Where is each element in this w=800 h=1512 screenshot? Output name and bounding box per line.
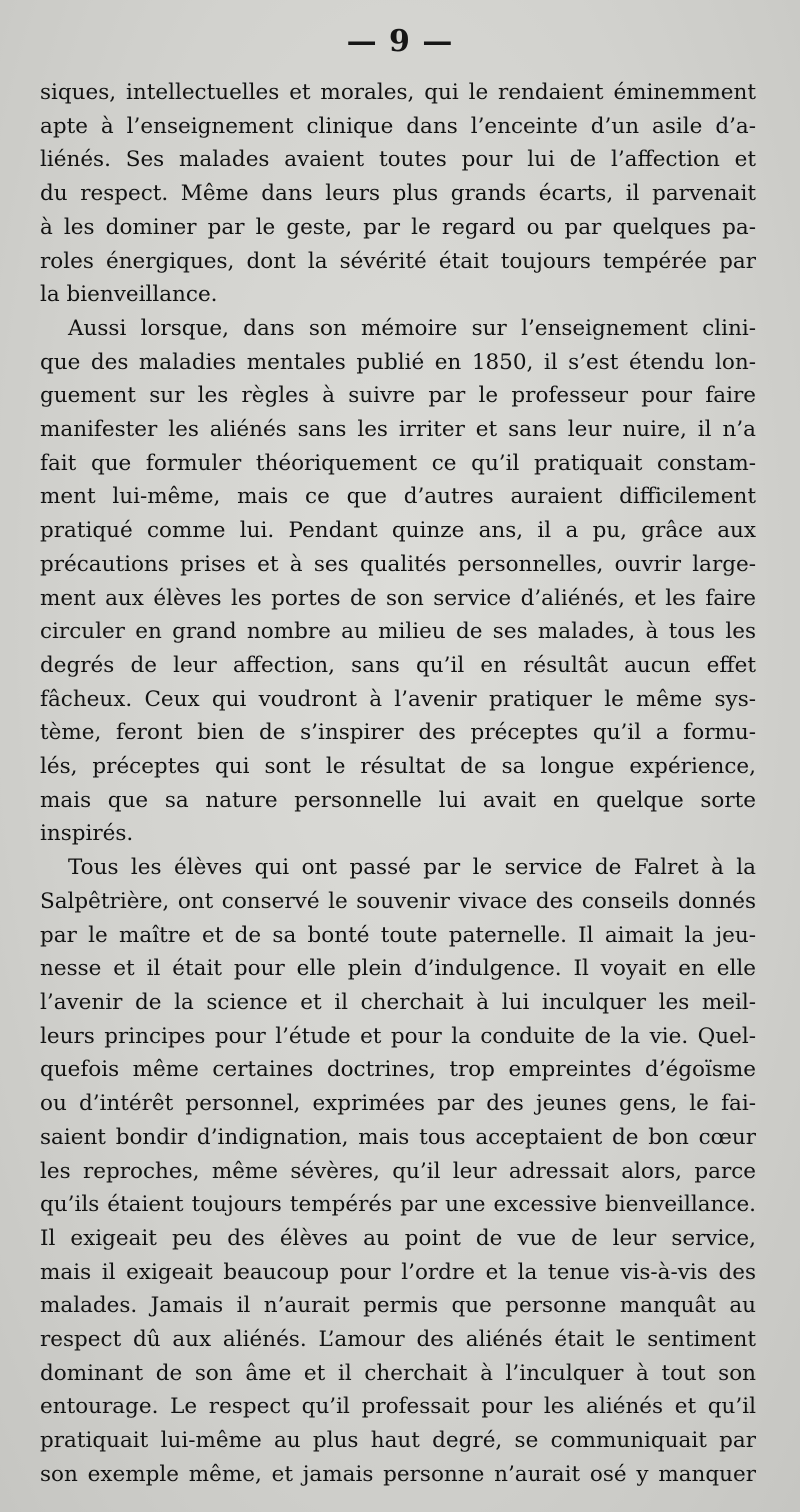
page-number: — 9 — <box>346 24 454 59</box>
text-line: Il exigeait peu des élèves au point de vue de leur service, <box>40 1225 756 1251</box>
text-line: Aussi lorsque, dans son mémoire sur l’enseignement clini- <box>68 315 756 341</box>
text-line: à les dominer par le geste, par le regard ou par quelques pa- <box>40 214 756 240</box>
text-line: degrés de leur affection, sans qu’il en résultât aucun effet <box>40 652 756 678</box>
text-line: mais que sa nature personnelle lui avait en quelque sorte <box>40 787 756 813</box>
text-line: fait que formuler théoriquement ce qu’il pratiquait constam- <box>40 450 756 476</box>
text-line: ment lui-même, mais ce que d’autres auraient difficilement <box>40 484 756 510</box>
text-line: son exemple même, et jamais personne n’aurait osé y manquer <box>40 1461 756 1487</box>
text-line: roles énergiques, dont la sévérité était toujours tempérée par <box>40 248 756 274</box>
text-line: la bienveillance. <box>40 282 218 308</box>
text-line: ment aux élèves les portes de son service d’aliénés, et les faire <box>40 585 756 611</box>
text-line: guement sur les règles à suivre par le professeur pour faire <box>40 383 756 409</box>
text-line: précautions prises et à ses qualités personnelles, ouvrir large- <box>40 551 756 577</box>
text-line: lés, préceptes qui sont le résultat de sa longue expérience, <box>40 754 756 780</box>
text-line: quefois même certaines doctrines, trop empreintes d’égoïsme <box>40 1057 756 1083</box>
text-line: manifester les aliénés sans les irriter et sans leur nuire, il n’a <box>40 417 756 443</box>
text-line: entourage. Le respect qu’il professait pour les aliénés et qu’il <box>40 1394 756 1420</box>
text-line: nesse et il était pour elle plein d’indulgence. Il voyait en elle <box>40 956 756 982</box>
text-line: du respect. Même dans leurs plus grands écarts, il parvenait <box>40 181 756 207</box>
text-line: ou d’intérêt personnel, exprimées par des jeunes gens, le fai- <box>40 1091 756 1117</box>
text-line: siques, intellectuelles et morales, qui le rendaient éminemment <box>40 80 756 105</box>
text-line: circuler en grand nombre au milieu de ses malades, à tous les <box>40 619 756 645</box>
paragraph <box>40 76 756 312</box>
text-line: fâcheux. Ceux qui voudront à l’avenir pratiquer le même sys- <box>40 686 756 712</box>
text-line: par le maître et de sa bonté toute paternelle. Il aimait la jeu- <box>40 922 756 948</box>
page-body-text <box>40 76 756 1492</box>
text-line: respect dû aux aliénés. L’amour des aliénés était le sentiment <box>40 1327 756 1353</box>
paragraph <box>40 851 756 1491</box>
text-line: l’avenir de la science et il cherchait à lui inculquer les meil- <box>40 989 756 1015</box>
text-line: dominant de son âme et il cherchait à l’inculquer à tout son <box>40 1360 756 1386</box>
text-line: les reproches, même sévères, qu’il leur adressait alors, parce <box>40 1158 756 1184</box>
text-line: malades. Jamais il n’aurait permis que personne manquât au <box>40 1293 756 1319</box>
text-line: Tous les élèves qui ont passé par le service de Falret à la <box>68 855 756 881</box>
text-line: mais il exigeait beaucoup pour l’ordre et la tenue vis-à-vis des <box>40 1259 756 1285</box>
text-line: saient bondir d’indignation, mais tous acceptaient de bon cœur <box>40 1124 756 1150</box>
text-line: inspirés. <box>40 821 134 847</box>
text-line: leurs principes pour l’étude et pour la conduite de la vie. Quel- <box>40 1023 756 1049</box>
text-line: que des maladies mentales publié en 1850, il s’est étendu lon- <box>40 349 756 375</box>
text-line: Salpêtrière, ont conservé le souvenir vivace des conseils donnés <box>40 888 756 914</box>
text-line: apte à l’enseignement clinique dans l’enceinte d’un asile d’a- <box>40 113 756 139</box>
text-line: pratiqué comme lui. Pendant quinze ans, il a pu, grâce aux <box>40 518 756 544</box>
text-line: liénés. Ses malades avaient toutes pour lui de l’affection et <box>40 147 756 173</box>
text-line: tème, feront bien de s’inspirer des préceptes qu’il a formu- <box>40 720 756 746</box>
text-line: qu’ils étaient toujours tempérés par une excessive bienveillance. <box>40 1192 756 1218</box>
text-line: pratiquait lui-même au plus haut degré, se communiquait par <box>40 1428 756 1454</box>
paragraph <box>40 312 756 851</box>
